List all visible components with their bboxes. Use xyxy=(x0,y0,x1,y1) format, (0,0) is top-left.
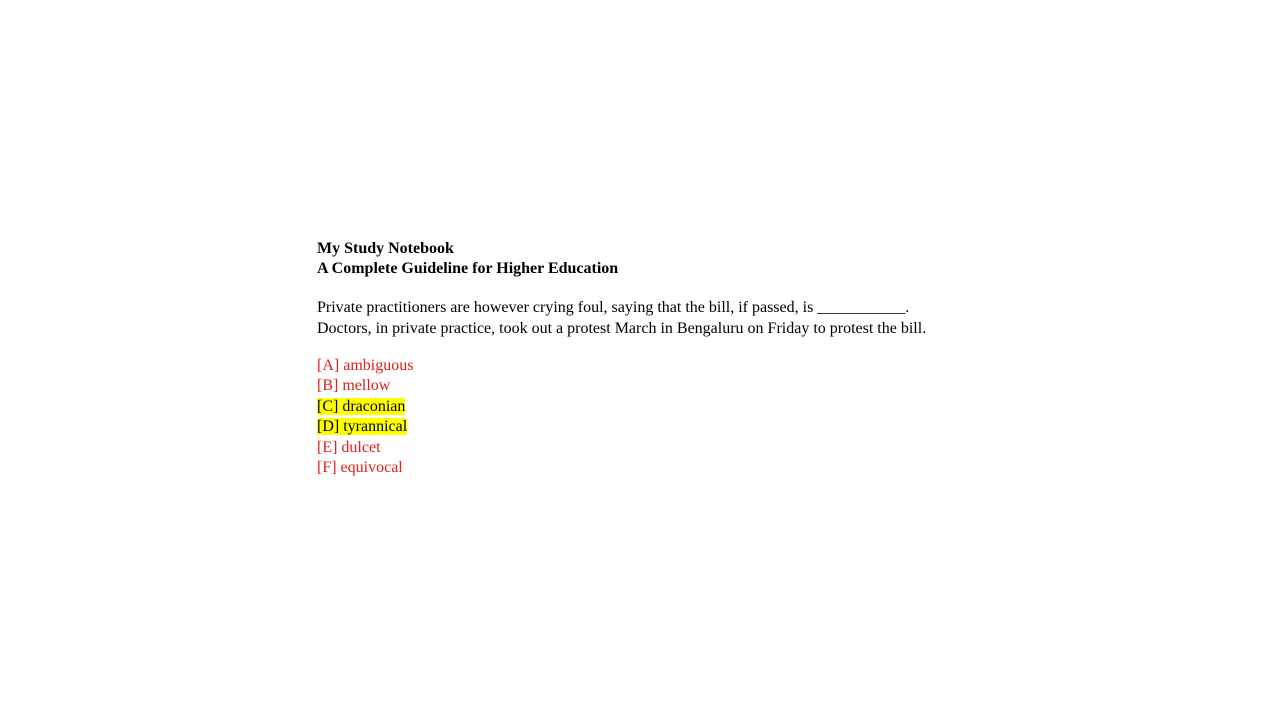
answer-options xyxy=(317,356,1037,478)
option-a-text: [A] ambiguous xyxy=(317,357,414,374)
document-content xyxy=(317,239,1037,478)
option-f xyxy=(317,458,1037,478)
option-d xyxy=(317,417,1037,437)
option-b-text: [B] mellow xyxy=(317,377,391,395)
document-heading xyxy=(317,239,1037,279)
option-c-text: [C] draconian xyxy=(317,397,406,415)
question-line-2: Doctors, in private practice, took out a protest March in Bengaluru on Friday to protest the bill. xyxy=(317,320,927,337)
option-c xyxy=(317,397,1037,417)
question-line-1: Private practitioners are however crying foul, saying that the bill, if passed, is ___________. xyxy=(317,299,910,316)
question-text xyxy=(317,297,1037,339)
option-e xyxy=(317,438,1037,458)
option-a xyxy=(317,356,1037,376)
option-d-text: [D] tyrannical xyxy=(317,418,408,436)
document-title: My Study Notebook xyxy=(317,240,454,257)
option-b xyxy=(317,376,1037,396)
option-e-text: [E] dulcet xyxy=(317,438,381,456)
document-subtitle: A Complete Guideline for Higher Education xyxy=(317,260,619,277)
option-f-text: [F] equivocal xyxy=(317,459,403,477)
